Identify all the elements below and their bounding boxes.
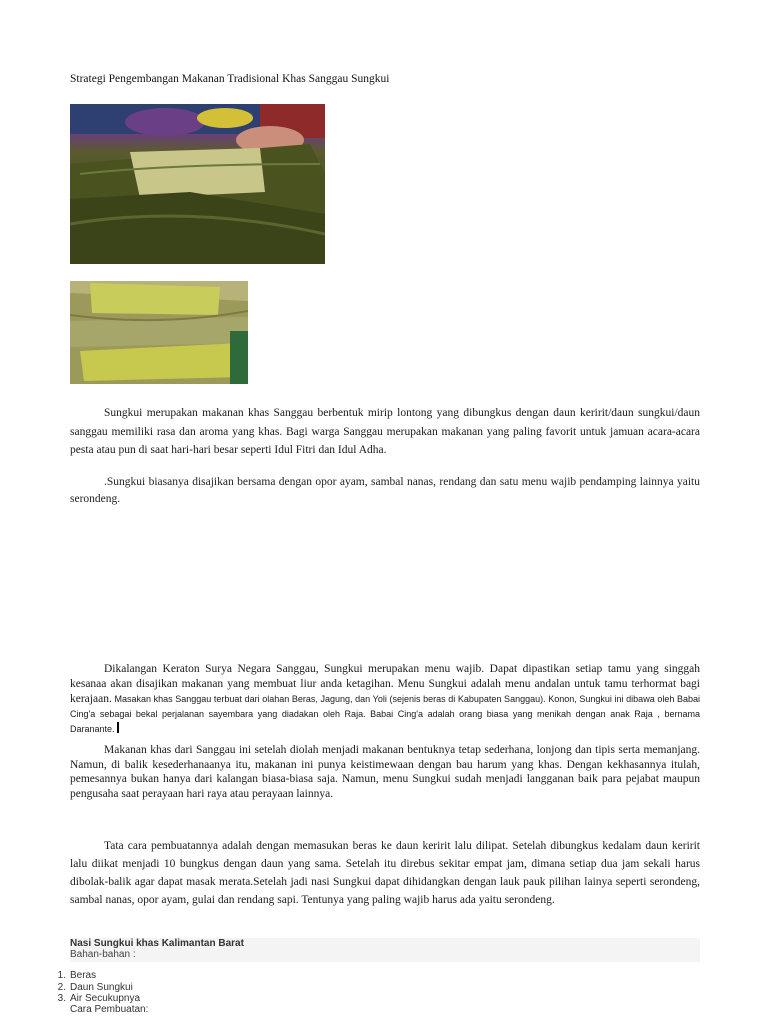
paragraph-keraton [70,662,700,737]
list-text: Beras [70,970,97,981]
sungkui-photo-opened [70,281,248,384]
paragraph-intro: Sungkui merupakan makanan khas Sanggau berbentuk mirip lontong yang dibungkus dengan daun keririt/daun sungkui/daun sanggau memiliki rasa dan aroma yang khas. Bagi warga Sanggau merupakan makanan yang paling favorit untuk jamuan acara-acara pesta atau pun di saat hari-hari besar seperti Idul Fitri dan Idul Adha. [70,407,700,456]
recipe-header [70,938,700,962]
paragraph-serving: .Sungkui biasanya disajikan bersama dengan opor ayam, sambal nanas, rendang dan satu menu wajib pendamping lainnya yaitu serondeng. [70,476,700,505]
recipe-title: Nasi Sungkui khas Kalimantan Barat [70,938,244,949]
paragraph-characteristics: Makanan khas dari Sanggau ini setelah diolah menjadi makanan bentuknya tetap sederhana, lonjong dan tipis serta memanjang. Namun, di balik kesederhanaanya itu, makanan ini punya keistimewaan dengan bau harum yang khas. Dengan kekhasannya itulah, pemesannya bukan hanya dari kalangan biasa-biasa saja. Namun, menu Sungkui sudah menjadi langganan baik para pejabat maupun pengusaha saat perayaan hari raya atau perayaan lainnya. [70,744,700,800]
list-text: Daun Sungkui [70,982,133,993]
list-item [0,982,768,993]
list-item [0,993,768,1004]
list-number: 2. [57,982,66,993]
sungkui-photo-wrapped [70,104,325,264]
paragraph-keraton-note: Masakan khas Sanggau terbuat dari olahan Beras, Jagung, dan Yoli (sejenis beras di Kabupaten Sanggau). Konon, Sungkui ini dibawa oleh Babai Cing'a sebagai bekal perjalanan sayembara yang diadakan oleh Raja. Babai Cing'a adalah orang biasa yang menikah dengan anak Raja , bernama Daranante. [70,694,700,734]
list-number: 3. [57,993,66,1004]
recipe-method-heading: Cara Pembuatan: [70,1004,149,1015]
document-title: Strategi Pengembangan Makanan Tradisional Khas Sanggau Sungkui [70,73,390,85]
recipe-ingredients-heading: Bahan-bahan : [70,949,136,960]
list-item [0,970,768,981]
list-number: 1. [57,970,66,981]
text-cursor [117,722,119,733]
paragraph-keraton-main: Dikalangan Keraton Surya Negara Sanggau, Sungkui merupakan menu wajib. Dapat dipastikan setiap tamu yang singgah kesanaa akan disajikan makanan yang membuat liur anda ketagihan. Menu Sungkui adalah menu andalan untuk tamu terhormat bagi kerajaan. [70,663,700,705]
paragraph-preparation: Tata cara pembuatannya adalah dengan memasukan beras ke daun keririt lalu dilipat. Setelah dibungkus kedalam daun keririt lalu diikat menjadi 10 bungkus dengan daun yang sama. Setelah itu direbus sekitar empat jam, dimana setiap dua jam sekali harus dibolak-balik agar dapat masak merata.Setelah jadi nasi Sungkui dapat dihidangkan dengan lauk pauk pilihan lainya seperti serondeng, sambal nanas, opor ayam, gulai dan rendang sapi. Tentunya yang paling wajib harus ada yaitu serondeng. [70,840,700,906]
sungkui-photo-opened-drawing [70,281,248,384]
list-text: Air Secukupnya [70,993,141,1004]
sungkui-photo-wrapped-drawing [70,104,325,264]
